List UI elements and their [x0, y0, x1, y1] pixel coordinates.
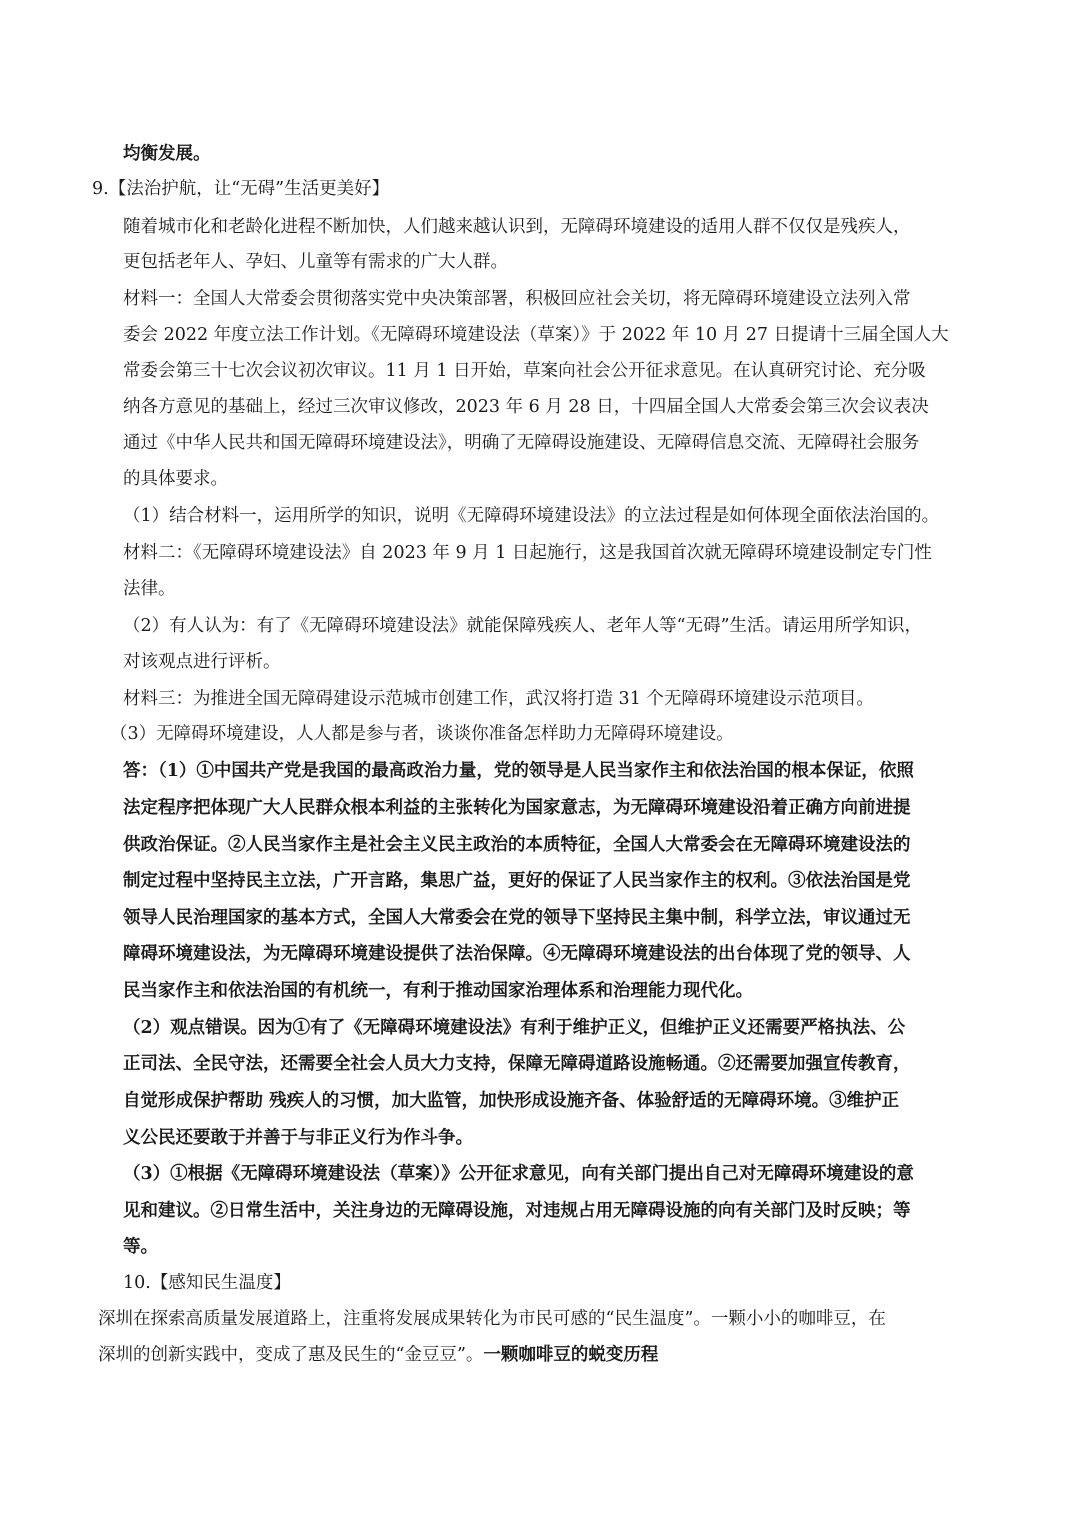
- answer-1-line-2: 法定程序把体现广大人民群众根本利益的主张转化为国家意志，为无障碍环境建设沿着正确方向前进提: [123, 798, 911, 818]
- question-2-line-1: （2）有人认为：有了《无障碍环境建设法》就能保障残疾人、老年人等“无碍”生活。请运用所学知识，: [123, 616, 923, 636]
- material-2-line-2: 法律。: [123, 579, 176, 599]
- question-3: （3）无障碍环境建设，人人都是参与者，谈谈你准备怎样助力无障碍环境建设。: [110, 724, 734, 744]
- line-1: 均衡发展。: [123, 144, 211, 164]
- coffee-bean-heading: 一颗咖啡豆的蜕变历程: [483, 1345, 659, 1365]
- material-1-line-2: 委会 2022 年度立法工作计划。《无障碍环境建设法（草案）》于 2022 年 10 月 27 日提请十三届全国人大: [123, 325, 949, 345]
- answer-2-line-4: 义公民还要敢于并善于与非正义行为作斗争。: [123, 1128, 473, 1148]
- question-9-title: 9.【法治护航，让“无碍”生活更美好】: [92, 179, 390, 199]
- question-2-line-2: 对该观点进行评析。: [123, 652, 281, 672]
- material-2-line-1: 材料二：《无障碍环境建设法》自 2023 年 9 月 1 日起施行，这是我国首次就无障碍环境建设制定专门性: [123, 543, 932, 563]
- line-3: 随着城市化和老龄化进程不断加快，人们越来越认识到，无障碍环境建设的适用人群不仅仅是残疾人，: [123, 217, 911, 237]
- material-1-line-5: 通过《中华人民共和国无障碍环境建设法》，明确了无障碍设施建设、无障碍信息交流、无障碍社会服务: [123, 433, 920, 453]
- answer-1-line-4: 制定过程中坚持民主立法，广开言路，集思广益，更好的保证了人民当家作主的权利。③依法治国是党: [123, 871, 911, 891]
- material-3: 材料三：为推进全国无障碍建设示范城市创建工作，武汉将打造 31 个无障碍环境建设示范项目。: [123, 689, 874, 709]
- line-4: 更包括老年人、孕妇、儿童等有需求的广大人群。: [123, 252, 508, 272]
- material-1-line-1: 材料一：全国人大常委会贯彻落实党中央决策部署，积极回应社会关切，将无障碍环境建设立法列入常: [123, 289, 911, 309]
- material-1-line-4: 纳各方意见的基础上，经过三次审议修改，2023 年 6 月 28 日，十四届全国人大常委会第三次会议表决: [123, 397, 929, 417]
- answer-3-line-2: 见和建议。②日常生活中，关注身边的无障碍设施，对违规占用无障碍设施的向有关部门及时反映；等: [123, 1201, 911, 1221]
- answer-3-line-1: （3）①根据《无障碍环境建设法（草案）》公开征求意见，向有关部门提出自己对无障碍环境建设的意: [123, 1164, 914, 1184]
- answer-2-line-1: （2）观点错误。因为①有了《无障碍环境建设法》有利于维护正义，但维护正义还需要严格执法、公: [123, 1018, 906, 1038]
- question-10-line-1: 深圳在探索高质量发展道路上，注重将发展成果转化为市民可感的“民生温度”。一颗小小的咖啡豆，在: [98, 1309, 886, 1329]
- material-1-line-3: 常委会第三十七次会议初次审议。11 月 1 日开始，草案向社会公开征求意见。在认真研究讨论、充分吸: [123, 361, 926, 381]
- answer-2-line-2: 正司法、全民守法，还需要全社会人员大力支持，保障无障碍道路设施畅通。②还需要加强宣传教育，: [123, 1054, 911, 1074]
- answer-1-line-7: 民当家作主和依法治国的有机统一，有利于推动国家治理体系和治理能力现代化。: [123, 981, 753, 1001]
- answer-1-line-1: 答：（1）①中国共产党是我国的最高政治力量，党的领导是人民当家作主和依法治国的根本保证，依照: [123, 761, 914, 781]
- answer-2-line-3: 自觉形成保护帮助 残疾人的习惯，加大监管，加快形成设施齐备、体验舒适的无障碍环境。③维护正: [123, 1091, 900, 1111]
- answer-1-line-3: 供政治保证。②人民当家作主是社会主义民主政治的本质特征，全国人大常委会在无障碍环境建设法的: [123, 835, 911, 855]
- question-1: （1）结合材料一，运用所学的知识，说明《无障碍环境建设法》的立法过程是如何体现全面依法治国的。: [123, 506, 940, 526]
- material-1-line-6: 的具体要求。: [123, 469, 228, 489]
- question-10-line-2-text: 深圳的创新实践中，变成了惠及民生的“金豆豆”。: [98, 1345, 484, 1365]
- question-10-line-2: [98, 1343, 658, 1367]
- answer-1-line-6: 障碍环境建设法，为无障碍环境建设提供了法治保障。④无障碍环境建设法的出台体现了党的领导、人: [123, 944, 911, 964]
- answer-3-line-3: 等。: [123, 1237, 158, 1257]
- question-10-title: 10.【感知民生温度】: [123, 1273, 291, 1293]
- answer-1-line-5: 领导人民治理国家的基本方式，全国人大常委会在党的领导下坚持民主集中制，科学立法，审议通过无: [123, 908, 911, 928]
